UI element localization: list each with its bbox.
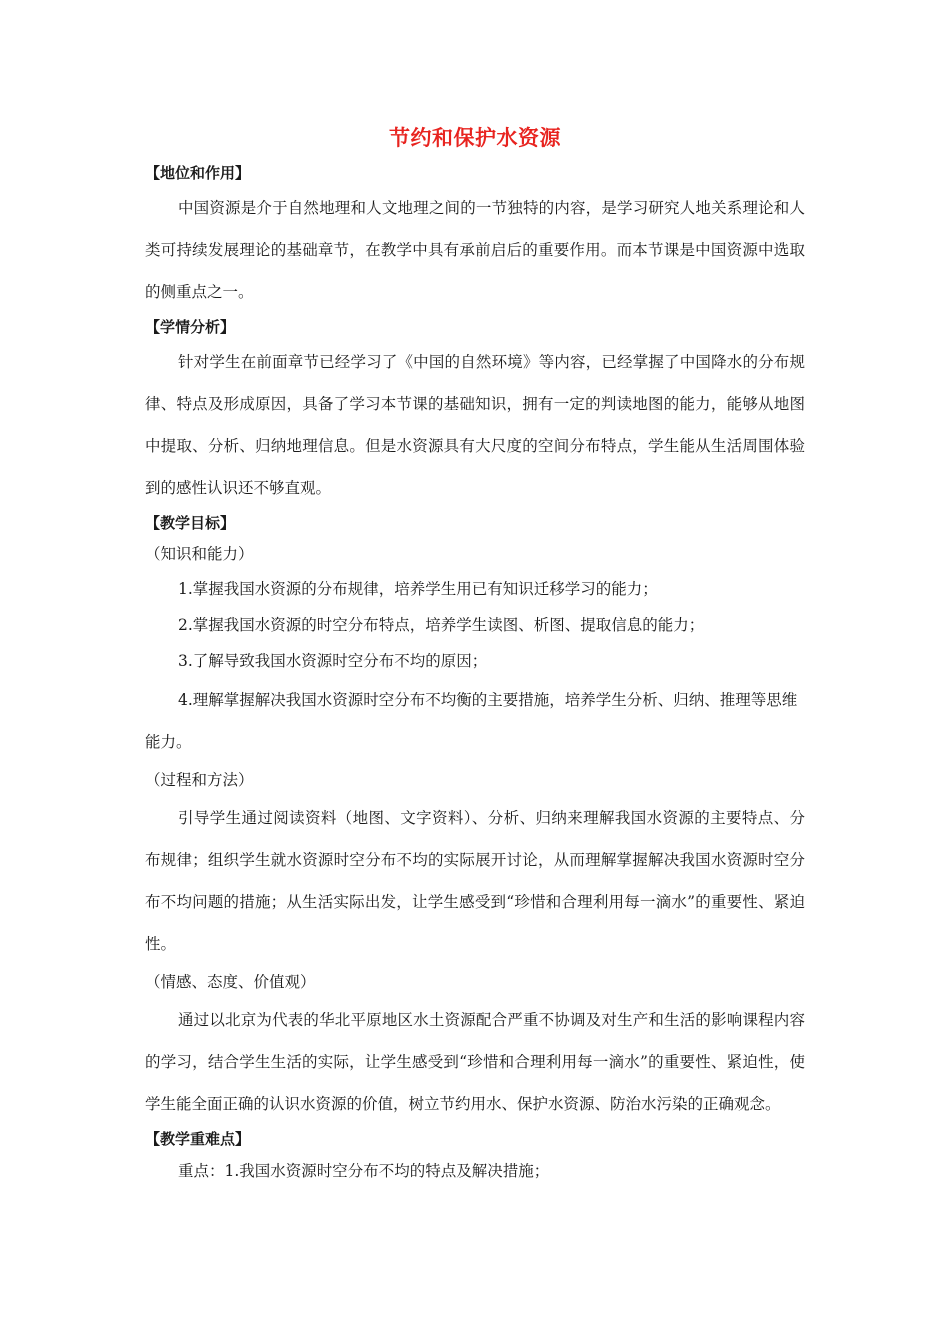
section-heading-analysis: 【学情分析】: [145, 318, 236, 336]
document-body: [145, 159, 805, 1189]
goal-item-1: 1.掌握我国水资源的分布规律，培养学生用已有知识迁移学习的能力；: [178, 580, 658, 598]
goal-item-2: 2.掌握我国水资源的时空分布特点，培养学生读图、析图、提取信息的能力；: [178, 616, 705, 634]
paragraph-position: 中国资源是介于自然地理和人文地理之间的一节独特的内容，是学习研究人地关系理论和人类可持续发展理论的基础章节，在教学中具有承前启后的重要作用。而本节课是中国资源中选取的侧重点之一。: [145, 199, 805, 301]
subheading-process: （过程和方法）: [145, 771, 254, 789]
section-heading-position: 【地位和作用】: [145, 164, 251, 182]
paragraph-process: 引导学生通过阅读资料（地图、文字资料）、分析、归纳来理解我国水资源的主要特点、分布规律；组织学生就水资源时空分布不均的实际展开讨论，从而理解掌握解决我国水资源时空分布不均问题的措施；从生活实际出发，让学生感受到“珍惜和合理利用每一滴水”的重要性、紧迫性。: [145, 809, 805, 953]
section-heading-goals: 【教学目标】: [145, 514, 236, 532]
keypoint-item-1: 重点：1.我国水资源时空分布不均的特点及解决措施；: [178, 1162, 550, 1180]
subheading-knowledge: （知识和能力）: [145, 545, 254, 563]
section-heading-keypoints: 【教学重难点】: [145, 1130, 251, 1148]
paragraph-analysis: 针对学生在前面章节已经学习了《中国的自然环境》等内容，已经掌握了中国降水的分布规律、特点及形成原因，具备了学习本节课的基础知识，拥有一定的判读地图的能力，能够从地图中提取、分析、归纳地理信息。但是水资源具有大尺度的空间分布特点，学生能从生活周围体验到的感性认识还不够直观。: [145, 353, 805, 497]
paragraph-emotion: 通过以北京为代表的华北平原地区水土资源配合严重不协调及对生产和生活的影响课程内容的学习，结合学生生活的实际，让学生感受到“珍惜和合理利用每一滴水”的重要性、紧迫性，使学生能全面正确的认识水资源的价值，树立节约用水、保护水资源、防治水污染的正确观念。: [145, 1011, 805, 1113]
subheading-emotion: （情感、态度、价值观）: [145, 973, 316, 991]
document-title: 节约和保护水资源: [389, 126, 561, 150]
goal-item-4: 4.理解掌握解决我国水资源时空分布不均衡的主要措施，培养学生分析、归纳、推理等思维能力。: [145, 691, 798, 751]
goal-item-3: 3.了解导致我国水资源时空分布不均的原因；: [178, 652, 488, 670]
